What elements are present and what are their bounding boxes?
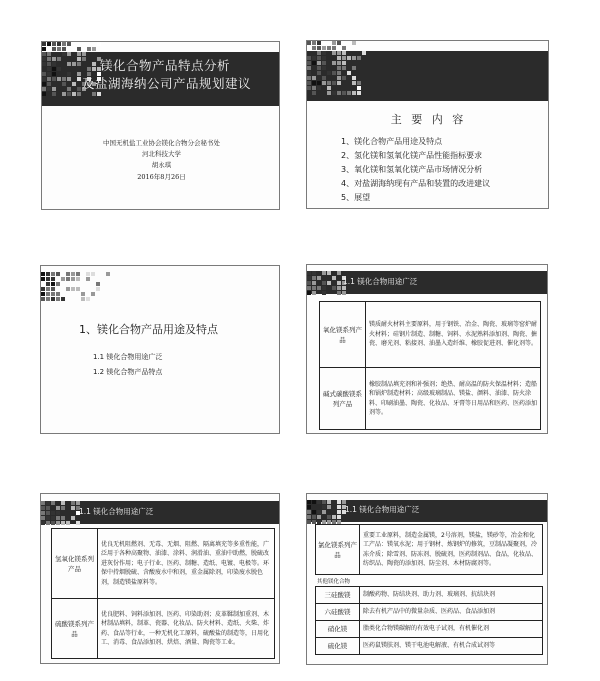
slide-uses-2 <box>40 493 280 664</box>
table-row <box>316 525 543 575</box>
other-compounds-label: 其他镁化合物 <box>317 579 351 585</box>
table-row <box>316 604 543 621</box>
description-cell: 镁质耐火材料主要原料，用于钢铁、冶金、陶瓷、玻璃等窑炉耐火材料；硅钢片制造、制糖、饲料、水泥熟料添加剂、陶瓷、搪瓷、磨光剂、粘接剂、油墨入造纤维、橡胶促进剂、催化剂等。 <box>366 302 541 368</box>
category-cell: 硫酸镁系列产品 <box>52 599 98 659</box>
date: 2016年8月26日 <box>137 173 186 181</box>
uses-table <box>51 528 275 659</box>
category-cell: 碱式碳酸镁系列产品 <box>320 368 366 430</box>
main-title-line1: 镁化合物产品特点分析 <box>100 58 231 73</box>
pixel-mosaic-decoration <box>307 41 366 95</box>
uses-table <box>319 301 541 430</box>
slide-title <box>41 41 280 210</box>
category-cell: 六硅酸镁 <box>316 604 360 621</box>
contents-item: 5、展望 <box>341 193 371 202</box>
subsection-1: 1.1 镁化合物用途广泛 <box>93 353 163 361</box>
organization-2: 河北科技大学 <box>142 150 181 158</box>
category-cell: 硫化镁 <box>316 638 360 655</box>
contents-item: 1、镁化合物产品用途及特点 <box>341 137 443 146</box>
category-cell: 氯化镁系列产品 <box>316 525 360 575</box>
subsection-2: 1.2 镁化合物产品特点 <box>93 368 163 376</box>
table-row <box>52 529 275 599</box>
description-cell: 脂类化合物镁碳解的有效电子试剂，有机催化剂 <box>360 621 543 638</box>
slide-contents <box>306 40 549 209</box>
pixel-mosaic-decoration <box>41 272 110 301</box>
contents-item: 3、氧化镁和氢氧化镁产品市场情况分析 <box>341 165 483 174</box>
slide-section <box>40 265 280 434</box>
section-title: 1、镁化合物产品用途及特点 <box>79 323 218 336</box>
table-row <box>320 368 541 430</box>
description-cell: 橡胶制品填充剂和补强剂；绝热、耐高温的防火保温材料；造船和锅炉制造材料；高级玻璃制品、镁盐、颜料、油漆、防火涂料、印刷油墨、陶瓷、化妆品、牙膏等日用品和医药、医药添加剂等。 <box>366 368 541 430</box>
description-cell: 制酸药物、防结块剂、助力剂、玻璃剂、抗结块剂 <box>360 587 543 604</box>
slide-header: 1.1 镁化合物用途广泛 <box>79 507 154 516</box>
slide-header: 1.1 镁化合物用途广泛 <box>343 277 418 286</box>
other-compounds-table <box>315 586 543 655</box>
category-cell: 三硅酸镁 <box>316 587 360 604</box>
pixel-mosaic-decoration <box>307 271 346 295</box>
description-cell: 重要工业原料，制造金属镁，2号溶剂，镁盐，镁砂等，冶金和化工产品：镁氧水泥；用于钢材、炼钢炉的修筑，豆制品凝聚剂，冷冻介质；除雪剂、防冻剂、脱硫剂，医药制剂品、食品，化妆品、纺织品、陶瓷的添加剂、防尘剂、木材防腐剂等。 <box>360 525 543 575</box>
table-row <box>320 302 541 368</box>
contents-heading: 主 要 内 容 <box>390 113 467 126</box>
slide-uses-1 <box>306 264 548 434</box>
pixel-mosaic-decoration <box>307 500 346 524</box>
contents-list <box>341 135 546 205</box>
contents-item: 2、氢化镁和氢氧化镁产品性能指标要求 <box>341 151 483 160</box>
main-title-line2: 及盐湖海纳公司产品规划建议 <box>82 76 252 91</box>
description-cell: 优良肥料、饲料添加剂、医药、印染助剂；皮革鞣制加重剂、木材制品填料，制革、瓷器、化妆品、防火材料、造纸、火柴、炸药、食品等行业，一种无机化工原料，硫酸盐的制造等，日用化工、消毒、食品添加剂、烘焙、酒量、陶瓷等工业。 <box>98 599 275 659</box>
category-cell: 氢氧化镁系列产品 <box>52 529 98 599</box>
table-row <box>316 621 543 638</box>
table-row <box>316 587 543 604</box>
author: 胡永琪 <box>151 161 172 169</box>
chloride-table <box>315 524 543 575</box>
organization-1: 中国无机盐工业协会镁化合物分会秘书处 <box>103 139 220 147</box>
description-cell: 除去有机产品中的微量杂质、医药品、食品添加剂 <box>360 604 543 621</box>
description-cell: 优良无机阻燃剂、无毒、无烟、阻燃、隔离填充等多重性能，广泛用于各种高聚物、油漆、涂料、润滑油、重油中助燃，脱硫改进灰份作用；电子行业、医药、制糖、造纸、电镀、电极等。环保中持烟脱硫、含酸废水中和剂，重金属除剂，印染废水脱色剂，制造镁盐原料等。 <box>98 529 275 599</box>
description-cell: 医药鼠镁肤剂、镁干电池电解液、有机合成试剂等 <box>360 638 543 655</box>
category-cell: 硝化镁 <box>316 621 360 638</box>
table-row <box>52 599 275 659</box>
category-cell: 氧化镁系列产品 <box>320 302 366 368</box>
table-row <box>316 638 543 655</box>
contents-item: 4、对盐湖海纳现有产品和装置的改进建议 <box>341 179 491 188</box>
slide-uses-3 <box>306 493 548 665</box>
pixel-mosaic-decoration <box>41 501 80 525</box>
slide-header: 1.1 镁化合物用途广泛 <box>345 505 420 514</box>
